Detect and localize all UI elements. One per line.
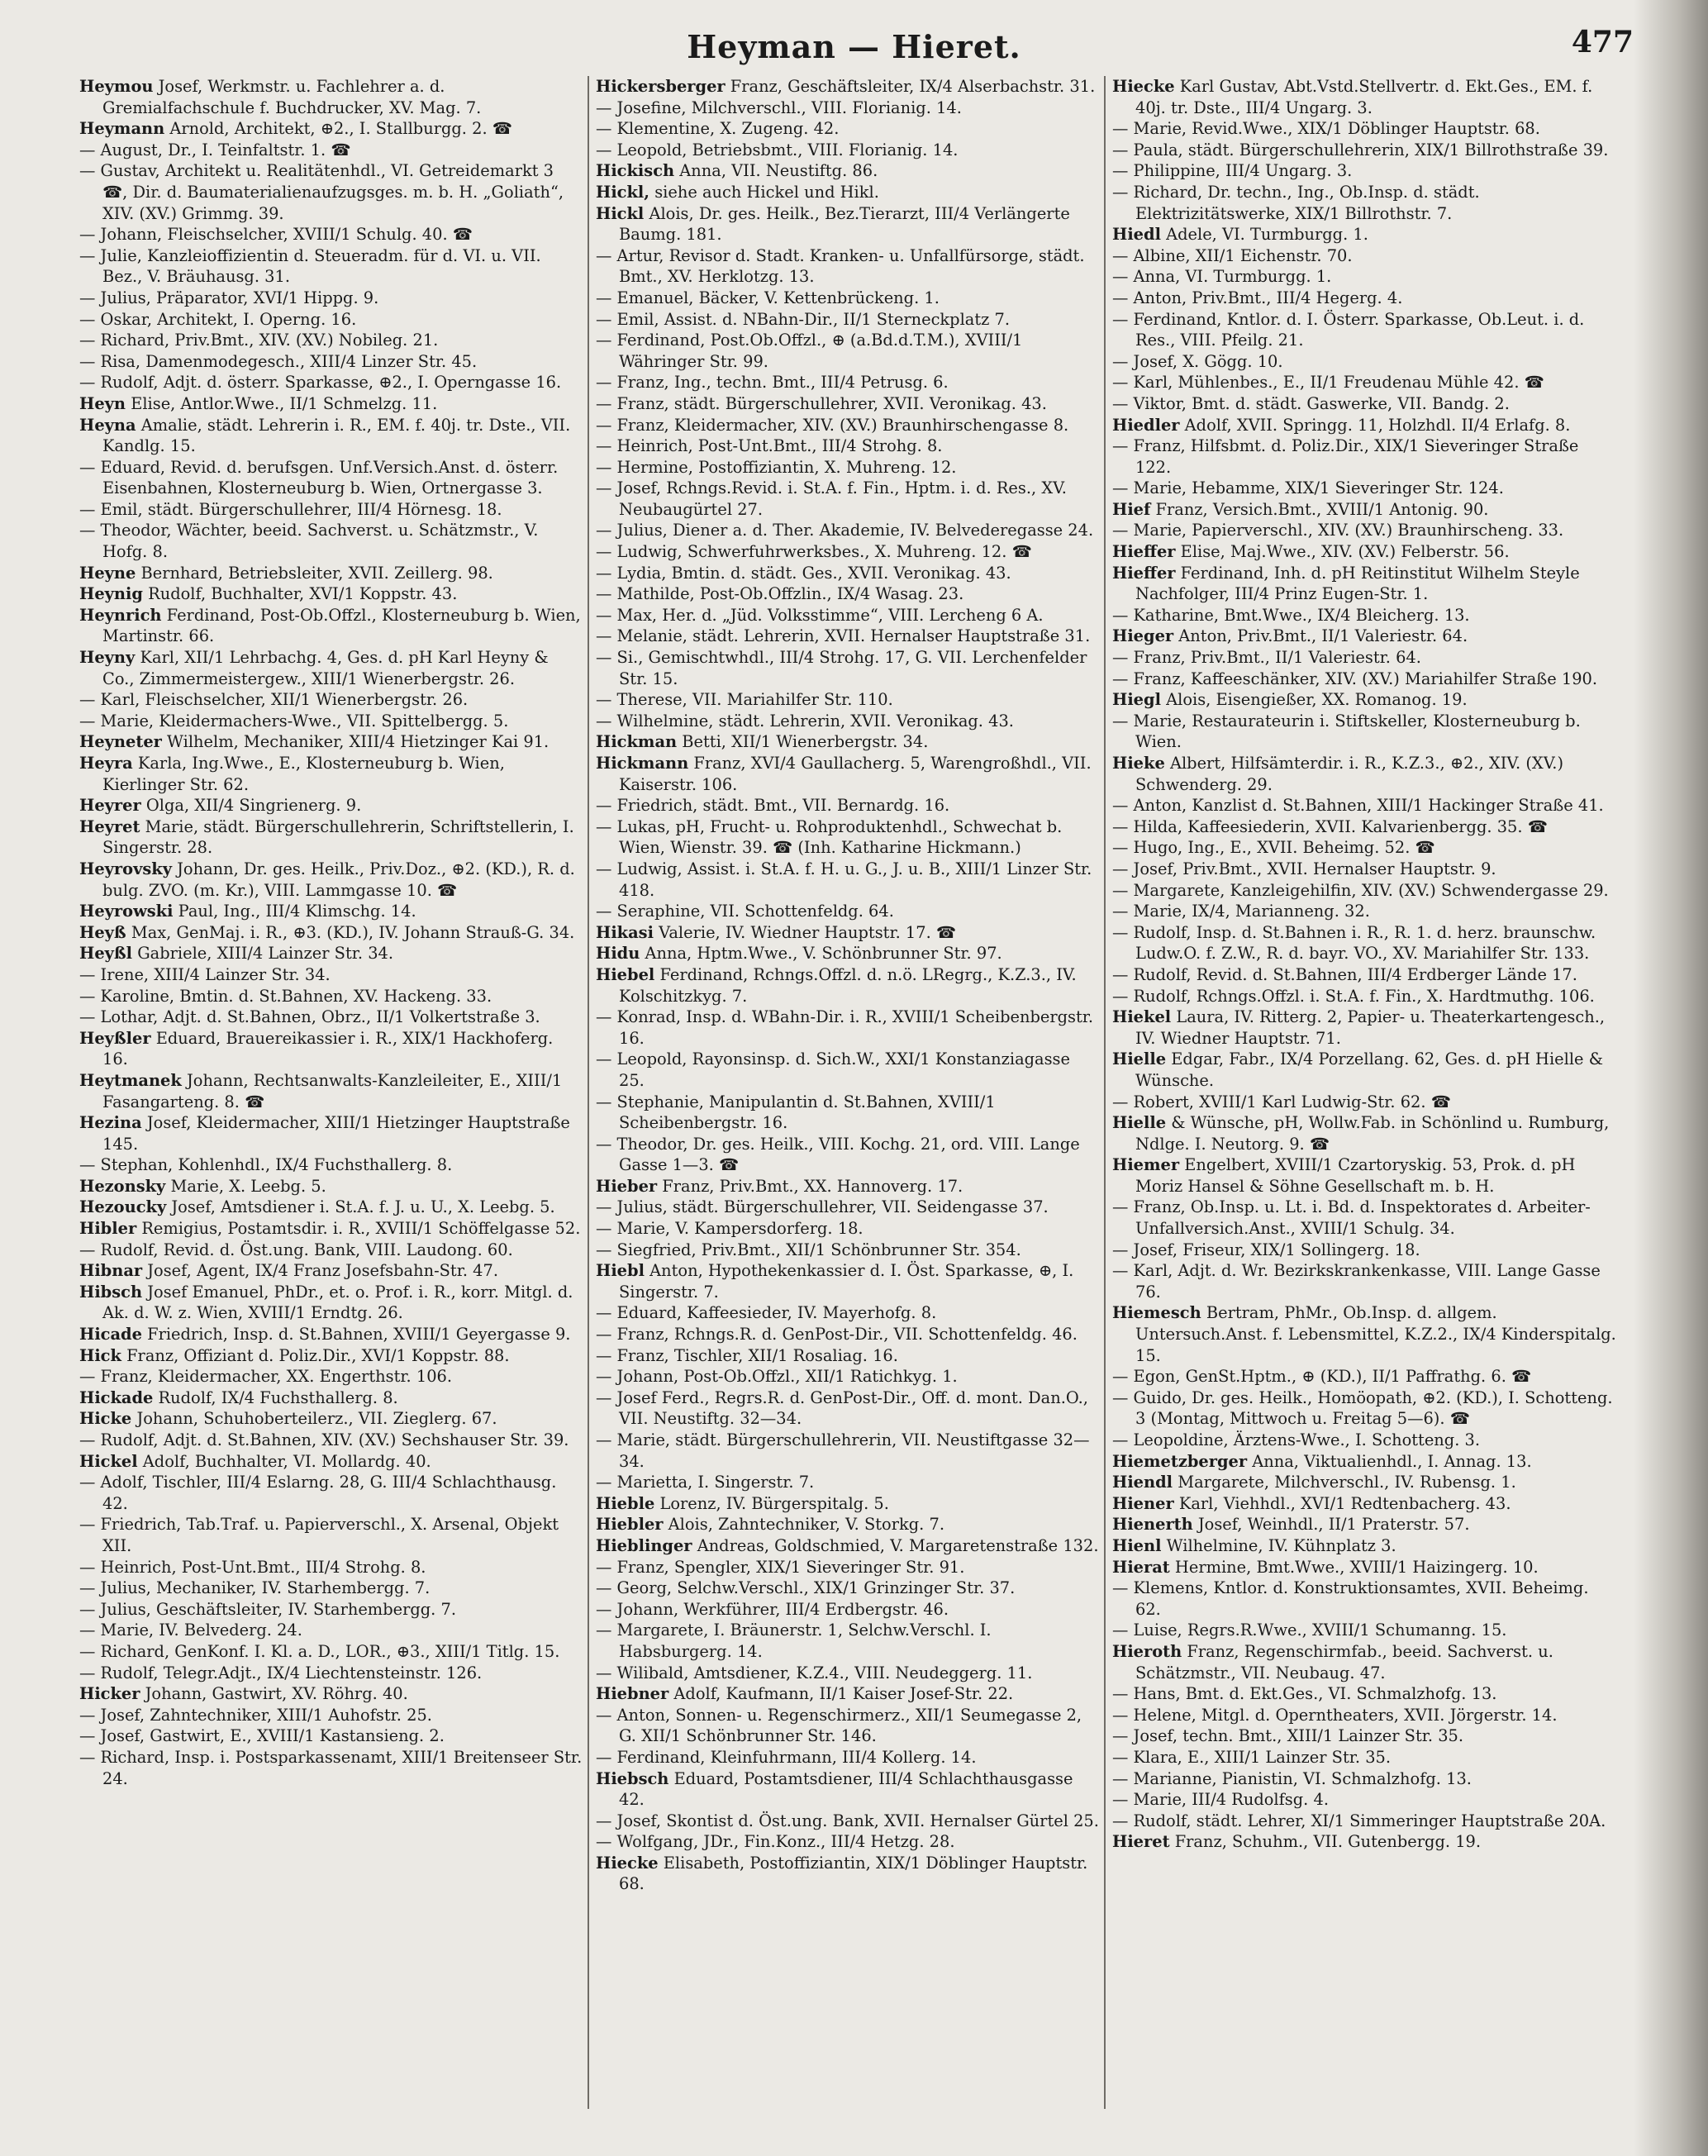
- directory-entry: — Emil, Assist. d. NBahn-Dir., II/1 Sterneckplatz 7.: [596, 309, 1011, 329]
- directory-entry: — Eduard, Revid. d. berufsgen. Unf.Versich.Anst. d. österr. Eisenbahnen, Klosterneuburg b. Wien, Ortnergasse 3.: [79, 457, 559, 498]
- directory-entry: — Franz, Rchngs.R. d. GenPost-Dir., VII. Schottenfeldg. 46.: [596, 1325, 1078, 1345]
- directory-entry: — Rudolf, Telegr.Adjt., IX/4 Liechtensteinstr. 126.: [79, 1663, 483, 1682]
- directory-entry: Hibsch Josef Emanuel, PhDr., et. o. Prof. i. R., korr. Mitgl. d. Ak. d. W. z. Wien, XVIII/1 Erndtg. 26.: [79, 1282, 573, 1323]
- directory-entry: — Josef, Rchngs.Revid. i. St.A. f. Fin., Hptm. i. d. Res., XV. Neubaugürtel 27.: [596, 478, 1067, 519]
- directory-entry: Hibnar Josef, Agent, IX/4 Franz Josefsbahn-Str. 47.: [79, 1261, 499, 1281]
- directory-entry: Hicker Johann, Gastwirt, XV. Röhrg. 40.: [79, 1684, 408, 1704]
- directory-entry: Heynig Rudolf, Buchhalter, XVI/1 Koppstr. 43.: [79, 584, 458, 604]
- directory-entry: — Franz, Ing., techn. Bmt., III/4 Petrusg. 6.: [596, 373, 949, 393]
- directory-entry: Hickisch Anna, VII. Neustiftg. 86.: [596, 161, 878, 181]
- directory-entry: Hieble Lorenz, IV. Bürgerspitalg. 5.: [596, 1493, 889, 1513]
- directory-entry: — Karl, Mühlenbes., E., II/1 Freudenau Mühle 42. ☎: [1112, 373, 1544, 393]
- directory-entry: — Karl, Fleischselcher, XII/1 Wienerbergstr. 26.: [79, 690, 469, 710]
- directory-entry: Heyrer Olga, XII/4 Singrienerg. 9.: [79, 796, 362, 816]
- directory-entry: Heyrovsky Johann, Dr. ges. Heilk., Priv.Doz., ⊕2. (KD.), R. d. bulg. ZVO. (m. Kr.), VIII. Lammgasse 10. ☎: [79, 859, 575, 900]
- directory-entry: Hiebsch Eduard, Postamtsdiener, III/4 Schlachthausgasse 42.: [596, 1768, 1073, 1810]
- directory-entry: — Siegfried, Priv.Bmt., XII/1 Schönbrunner Str. 354.: [596, 1240, 1021, 1259]
- directory-entry: Hezoucky Josef, Amtsdiener i. St.A. f. J. u. U., X. Leebg. 5.: [79, 1197, 555, 1217]
- directory-entry: Heynrich Ferdinand, Post-Ob.Offzl., Klosterneuburg b. Wien, Martinstr. 66.: [79, 605, 581, 646]
- directory-entry: — Risa, Damenmodegesch., XIII/4 Linzer Str. 45.: [79, 351, 478, 371]
- directory-entry: — Klementine, X. Zugeng. 42.: [596, 119, 840, 139]
- directory-entry: — Hermine, Postoffiziantin, X. Muhreng. 12.: [596, 457, 957, 477]
- directory-entry: Hezina Josef, Kleidermacher, XIII/1 Hietzinger Hauptstraße 145.: [79, 1113, 570, 1154]
- directory-entry: — Marie, IX/4, Marianneng. 32.: [1112, 902, 1370, 921]
- running-title: Heyman — Hieret.: [687, 28, 1021, 65]
- directory-entry: — Franz, Kaffeeschänker, XIV. (XV.) Mariahilfer Straße 190.: [1112, 669, 1598, 688]
- directory-entry: — Irene, XIII/4 Lainzer Str. 34.: [79, 964, 331, 984]
- directory-entry: — Rudolf, Adjt. d. St.Bahnen, XIV. (XV.) Sechshauser Str. 39.: [79, 1430, 569, 1449]
- directory-entry: — Stephan, Kohlenhdl., IX/4 Fuchsthallerg. 8.: [79, 1155, 453, 1175]
- directory-entry: — Marie, III/4 Rudolfsg. 4.: [1112, 1790, 1330, 1810]
- directory-entry: — Therese, VII. Mariahilfer Str. 110.: [596, 690, 893, 710]
- directory-entry: Hielle Edgar, Fabr., IX/4 Porzellang. 62, Ges. d. pH Hielle & Wünsche.: [1112, 1049, 1603, 1090]
- directory-entry: — Robert, XVIII/1 Karl Ludwig-Str. 62. ☎: [1112, 1092, 1451, 1111]
- directory-entry: — Paula, städt. Bürgerschullehrerin, XIX/1 Billrothstraße 39.: [1112, 140, 1609, 159]
- directory-entry: — Klara, E., XIII/1 Lainzer Str. 35.: [1112, 1747, 1392, 1767]
- directory-entry: — Marietta, I. Singerstr. 7.: [596, 1473, 815, 1492]
- column-3: [1112, 76, 1616, 2125]
- directory-entry: Heyßler Eduard, Brauereikassier i. R., XIX/1 Hackhoferg. 16.: [79, 1028, 554, 1069]
- directory-entry: Hiemetzberger Anna, Viktualienhdl., I. Annag. 13.: [1112, 1451, 1532, 1471]
- page-number: 477: [1571, 25, 1634, 59]
- directory-entry: — Theodor, Wächter, beeid. Sachverst. u. Schätzmstr., V. Hofg. 8.: [79, 521, 539, 562]
- directory-entry: — Eduard, Kaffeesieder, IV. Mayerhofg. 8.: [596, 1303, 937, 1323]
- directory-entry: Hieke Albert, Hilfsämterdir. i. R., K.Z.3., ⊕2., XIV. (XV.) Schwenderg. 29.: [1112, 754, 1564, 794]
- directory-entry: Hikasi Valerie, IV. Wiedner Hauptstr. 17. ☎: [596, 922, 957, 942]
- directory-entry: Hicke Johann, Schuhoberteilerz., VII. Zieglerg. 67.: [79, 1409, 497, 1429]
- directory-entry: Heyneter Wilhelm, Mechaniker, XIII/4 Hietzinger Kai 91.: [79, 732, 550, 752]
- directory-entry: — Richard, Dr. techn., Ing., Ob.Insp. d. städt. Elektrizitätswerke, XIX/1 Billrothstr. 7.: [1112, 182, 1480, 223]
- directory-entry: — Rudolf, Rchngs.Offzl. i. St.A. f. Fin., X. Hardtmuthg. 106.: [1112, 986, 1595, 1006]
- directory-entry: — Katharine, Bmt.Wwe., IX/4 Bleicherg. 13.: [1112, 605, 1470, 625]
- directory-entry: — Anton, Kanzlist d. St.Bahnen, XIII/1 Hackinger Straße 41.: [1112, 796, 1604, 816]
- directory-entry: — Franz, Kleidermacher, XIV. (XV.) Braunhirschengasse 8.: [596, 415, 1069, 435]
- directory-entry: — Johann, Fleischselcher, XVIII/1 Schulg. 40. ☎: [79, 225, 473, 245]
- directory-entry: — Julius, Mechaniker, IV. Starhembergg. 7.: [79, 1578, 431, 1598]
- directory-entry: — Margarete, Kanzleigehilfin, XIV. (XV.) Schwendergasse 29.: [1112, 880, 1609, 900]
- directory-entry: — Josef, Zahntechniker, XIII/1 Auhofstr. 25.: [79, 1705, 432, 1725]
- directory-entry: Hiendl Margarete, Milchverschl., IV. Rubensg. 1.: [1112, 1473, 1516, 1492]
- directory-entry: Hickl Alois, Dr. ges. Heilk., Bez.Tierarzt, III/4 Verlängerte Baumg. 181.: [596, 203, 1070, 245]
- directory-entry: — Johann, Post-Ob.Offzl., XII/1 Ratichkyg. 1.: [596, 1367, 958, 1387]
- directory-entry: Heyra Karla, Ing.Wwe., E., Klosterneuburg b. Wien, Kierlinger Str. 62.: [79, 754, 505, 794]
- directory-entry: Heytmanek Johann, Rechtsanwalts-Kanzleileiter, E., XIII/1 Fasangarteng. 8. ☎: [79, 1070, 563, 1111]
- directory-entry: — Friedrich, Tab.Traf. u. Papierverschl., X. Arsenal, Objekt XII.: [79, 1515, 559, 1555]
- directory-entry: Heyn Elise, Antlor.Wwe., II/1 Schmelzg. 11.: [79, 393, 438, 413]
- directory-entry: — Stephanie, Manipulantin d. St.Bahnen, XVIII/1 Scheibenbergstr. 16.: [596, 1092, 996, 1133]
- directory-entry: Hieret Franz, Schuhm., VII. Gutenbergg. 19.: [1112, 1832, 1482, 1852]
- directory-entry: — Marie, Kleidermachers-Wwe., VII. Spittelbergg. 5.: [79, 711, 509, 731]
- directory-entry: Hieber Franz, Priv.Bmt., XX. Hannoverg. 17.: [596, 1176, 963, 1196]
- directory-entry: Hieblinger Andreas, Goldschmied, V. Margaretenstraße 132.: [596, 1535, 1099, 1555]
- page-edge-shadow: [1634, 0, 1708, 2156]
- directory-entry: — Josef, X. Gögg. 10.: [1112, 351, 1283, 371]
- directory-entry: — Rudolf, Adjt. d. österr. Sparkasse, ⊕2., I. Operngasse 16.: [79, 373, 562, 393]
- directory-entry: — Ferdinand, Kntlor. d. I. Österr. Sparkasse, Ob.Leut. i. d. Res., VIII. Pfeilg. 21.: [1112, 309, 1585, 350]
- directory-entry: — Anton, Sonnen- u. Regenschirmerz., XII/1 Seumegasse 2, G. XII/1 Schönbrunner Str. 146.: [596, 1705, 1082, 1746]
- directory-entry: — Wilhelmine, städt. Lehrerin, XVII. Veronikag. 43.: [596, 711, 1014, 731]
- directory-entry: Hief Franz, Versich.Bmt., XVIII/1 Antonig. 90.: [1112, 499, 1489, 519]
- directory-entry: — Margarete, I. Bräunerstr. 1, Selchw.Verschl. I. Habsburgerg. 14.: [596, 1621, 992, 1661]
- directory-entry: Hickmann Franz, XVI/4 Gaullacherg. 5, Warengroßhdl., VII. Kaiserstr. 106.: [596, 754, 1092, 794]
- directory-entry: Hiebl Anton, Hypothekenkassier d. I. Öst. Sparkasse, ⊕, I. Singerstr. 7.: [596, 1261, 1074, 1302]
- directory-entry: — Johann, Werkführer, III/4 Erdbergstr. 46.: [596, 1599, 949, 1619]
- directory-entry: Hieffer Elise, Maj.Wwe., XIV. (XV.) Felberstr. 56.: [1112, 542, 1510, 562]
- directory-entry: Hickade Rudolf, IX/4 Fuchsthallerg. 8.: [79, 1387, 398, 1407]
- directory-entry: — Egon, GenSt.Hptm., ⊕ (KD.), II/1 Paffrathg. 6. ☎: [1112, 1367, 1532, 1387]
- directory-entry: Heyne Bernhard, Betriebsleiter, XVII. Zeillerg. 98.: [79, 563, 493, 583]
- directory-entry: — Lothar, Adjt. d. St.Bahnen, Obrz., II/1 Volkertstraße 3.: [79, 1007, 540, 1027]
- directory-entry: — Philippine, III/4 Ungarg. 3.: [1112, 161, 1353, 181]
- directory-entry: — Karoline, Bmtin. d. St.Bahnen, XV. Hackeng. 33.: [79, 986, 492, 1006]
- directory-entry: Hielle & Wünsche, pH, Wollw.Fab. in Schönlind u. Rumburg, Ndlge. I. Neutorg. 9. ☎: [1112, 1113, 1610, 1154]
- column-2: [596, 76, 1100, 2125]
- directory-entry: — Ludwig, Schwerfuhrwerksbes., X. Muhreng. 12. ☎: [596, 542, 1032, 562]
- directory-entry: Heyßl Gabriele, XIII/4 Lainzer Str. 34.: [79, 944, 394, 964]
- directory-entry: — Emil, städt. Bürgerschullehrer, III/4 Hörnesg. 18.: [79, 499, 502, 519]
- directory-entry: Heyret Marie, städt. Bürgerschullehrerin, Schriftstellerin, I. Singerstr. 28.: [79, 816, 574, 858]
- directory-entry: — Seraphine, VII. Schottenfeldg. 64.: [596, 902, 894, 921]
- directory-entry: — Mathilde, Post-Ob.Offzlin., IX/4 Wasag. 23.: [596, 584, 964, 604]
- directory-entry: — Rudolf, städt. Lehrer, XI/1 Simmeringer Hauptstraße 20A.: [1112, 1811, 1606, 1830]
- directory-columns: [79, 76, 1633, 2125]
- directory-entry: — Franz, städt. Bürgerschullehrer, XVII. Veronikag. 43.: [596, 393, 1047, 413]
- directory-entry: — Josef, techn. Bmt., XIII/1 Lainzer Str. 35.: [1112, 1726, 1464, 1746]
- directory-entry: — Friedrich, städt. Bmt., VII. Bernardg. 16.: [596, 796, 950, 816]
- directory-entry: Hiecke Karl Gustav, Abt.Vstd.Stellvertr. d. Ekt.Ges., EM. f. 40j. tr. Dste., III/4 Ungarg. 3.: [1112, 77, 1593, 117]
- directory-entry: — Richard, Insp. i. Postsparkassenamt, XIII/1 Breitenseer Str. 24.: [79, 1747, 583, 1788]
- directory-entry: — Ferdinand, Kleinfuhrmann, III/4 Kollerg. 14.: [596, 1747, 977, 1767]
- directory-entry: Hiemesch Bertram, PhMr., Ob.Insp. d. allgem. Untersuch.Anst. f. Lebensmittel, K.Z.2., IX/4 Kinderspitalg. 15.: [1112, 1303, 1616, 1365]
- directory-entry: — Marie, Papierverschl., XIV. (XV.) Braunhirscheng. 33.: [1112, 521, 1564, 540]
- directory-entry: — Richard, Priv.Bmt., XIV. (XV.) Nobileg. 21.: [79, 331, 439, 350]
- directory-entry: Hickel Adolf, Buchhalter, VI. Mollardg. 40.: [79, 1451, 431, 1471]
- directory-entry: Hieger Anton, Priv.Bmt., II/1 Valeriestr. 64.: [1112, 626, 1468, 646]
- directory-entry: Hieroth Franz, Regenschirmfab., beeid. Sachverst. u. Schätzmstr., VII. Neubaug. 47.: [1112, 1641, 1553, 1682]
- directory-entry: — Franz, Tischler, XII/1 Rosaliag. 16.: [596, 1345, 898, 1365]
- directory-entry: — Hilda, Kaffeesiederin, XVII. Kalvarienbergg. 35. ☎: [1112, 816, 1548, 836]
- directory-entry: Hiecke Elisabeth, Postoffiziantin, XIX/1 Döblinger Hauptstr. 68.: [596, 1853, 1088, 1894]
- directory-entry: Hezonsky Marie, X. Leebg. 5.: [79, 1176, 326, 1196]
- directory-entry: — Heinrich, Post-Unt.Bmt., III/4 Strohg. 8.: [596, 436, 943, 456]
- directory-entry: — Josef Ferd., Regrs.R. d. GenPost-Dir., Off. d. mont. Dan.O., VII. Neustiftg. 32—34.: [596, 1387, 1088, 1429]
- directory-entry: Hiedl Adele, VI. Turmburgg. 1.: [1112, 225, 1368, 245]
- directory-entry: — Hugo, Ing., E., XVII. Beheimg. 52. ☎: [1112, 838, 1435, 858]
- directory-entry: — Konrad, Insp. d. WBahn-Dir. i. R., XVIII/1 Scheibenbergstr. 16.: [596, 1007, 1094, 1048]
- directory-entry: Hiemer Engelbert, XVIII/1 Czartoryskig. 53, Prok. d. pH Moriz Hansel & Söhne Gesellschaft m. b. H.: [1112, 1155, 1576, 1196]
- directory-entry: Hienerth Josef, Weinhdl., II/1 Praterstr. 57.: [1112, 1515, 1470, 1535]
- directory-entry: — Josefine, Milchverschl., VIII. Florianig. 14.: [596, 98, 962, 117]
- directory-entry: — Leopold, Rayonsinsp. d. Sich.W., XXI/1 Konstanziagasse 25.: [596, 1049, 1070, 1090]
- directory-entry: — Marie, IV. Belvederg. 24.: [79, 1621, 302, 1640]
- directory-entry: — Marianne, Pianistin, VI. Schmalzhofg. 13.: [1112, 1768, 1472, 1788]
- directory-entry: Hienl Wilhelmine, IV. Kühnplatz 3.: [1112, 1535, 1396, 1555]
- directory-entry: — Marie, Revid.Wwe., XIX/1 Döblinger Hauptstr. 68.: [1112, 119, 1540, 139]
- directory-entry: — Hans, Bmt. d. Ekt.Ges., VI. Schmalzhofg. 13.: [1112, 1684, 1497, 1704]
- directory-entry: — Rudolf, Revid. d. Öst.ung. Bank, VIII. Laudong. 60.: [79, 1240, 513, 1259]
- directory-entry: Hiegl Alois, Eisengießer, XX. Romanog. 19.: [1112, 690, 1468, 710]
- directory-entry: — Emanuel, Bäcker, V. Kettenbrückeng. 1.: [596, 288, 940, 307]
- directory-entry: — Julius, städt. Bürgerschullehrer, VII. Seidengasse 37.: [596, 1197, 1049, 1217]
- directory-entry: Heymann Arnold, Architekt, ⊕2., I. Stallburgg. 2. ☎: [79, 119, 512, 139]
- directory-entry: Hierat Hermine, Bmt.Wwe., XVIII/1 Haizingerg. 10.: [1112, 1557, 1539, 1577]
- directory-entry: — Richard, GenKonf. I. Kl. a. D., LOR., ⊕3., XIII/1 Titlg. 15.: [79, 1641, 560, 1661]
- directory-entry: Hickersberger Franz, Geschäftsleiter, IX/4 Alserbachstr. 31.: [596, 77, 1096, 96]
- directory-entry: Heymou Josef, Werkmstr. u. Fachlehrer a. d. Gremialfachschule f. Buchdrucker, XV. Mag. 7.: [79, 77, 482, 117]
- directory-entry: — Viktor, Bmt. d. städt. Gaswerke, VII. Bandg. 2.: [1112, 393, 1510, 413]
- directory-entry: Hibler Remigius, Postamtsdir. i. R., XVIII/1 Schöffelgasse 52.: [79, 1219, 581, 1239]
- directory-entry: — Karl, Adjt. d. Wr. Bezirkskrankenkasse, VIII. Lange Gasse 76.: [1112, 1261, 1601, 1302]
- page-header: [58, 20, 1650, 69]
- directory-entry: — Melanie, städt. Lehrerin, XVII. Hernalser Hauptstraße 31.: [596, 626, 1091, 646]
- directory-entry: Heyny Karl, XII/1 Lehrbachg. 4, Ges. d. pH Karl Heyny & Co., Zimmermeistergew., XIII/1 Wienerbergstr. 26.: [79, 648, 549, 688]
- directory-entry: Hidu Anna, Hptm.Wwe., V. Schönbrunner Str. 97.: [596, 944, 1002, 964]
- directory-entry: — Albine, XII/1 Eichenstr. 70.: [1112, 245, 1353, 265]
- directory-entry: — Klemens, Kntlor. d. Konstruktionsamtes, XVII. Beheimg. 62.: [1112, 1578, 1589, 1619]
- directory-entry: — Anna, VI. Turmburgg. 1.: [1112, 267, 1332, 287]
- directory-entry: — Franz, Hilfsbmt. d. Poliz.Dir., XIX/1 Sieveringer Straße 122.: [1112, 436, 1579, 477]
- directory-entry: Hiekel Laura, IV. Ritterg. 2, Papier- u. Theaterkartengesch., IV. Wiedner Hauptstr. 71.: [1112, 1007, 1606, 1048]
- directory-entry: — Wilibald, Amtsdiener, K.Z.4., VIII. Neudeggerg. 11.: [596, 1663, 1033, 1682]
- directory-entry: — Julius, Diener a. d. Ther. Akademie, IV. Belvederegasse 24.: [596, 521, 1094, 540]
- directory-entry: — August, Dr., I. Teinfaltstr. 1. ☎: [79, 140, 351, 159]
- directory-entry: Hickl, siehe auch Hickel und Hikl.: [596, 182, 879, 202]
- directory-entry: — Artur, Revisor d. Stadt. Kranken- u. Unfallfürsorge, städt. Bmt., XV. Herklotzg. 13.: [596, 245, 1085, 287]
- directory-entry: — Marie, Restaurateurin i. Stiftskeller, Klosterneuburg b. Wien.: [1112, 711, 1581, 752]
- directory-entry: — Marie, städt. Bürgerschullehrerin, VII. Neustiftgasse 32—34.: [596, 1430, 1090, 1471]
- directory-entry: — Adolf, Tischler, III/4 Eslarng. 28, G. III/4 Schlachthausg. 42.: [79, 1473, 557, 1513]
- directory-entry: — Franz, Spengler, XIX/1 Sieveringer Str. 91.: [596, 1557, 965, 1577]
- directory-entry: — Josef, Friseur, XIX/1 Sollingerg. 18.: [1112, 1240, 1420, 1259]
- directory-entry: — Rudolf, Revid. d. St.Bahnen, III/4 Erdberger Lände 17.: [1112, 964, 1577, 984]
- directory-entry: — Lukas, pH, Frucht- u. Rohproduktenhdl., Schwechat b. Wien, Wienstr. 39. ☎ (Inh. Katharine Hickmann.): [596, 816, 1063, 858]
- directory-entry: Hiebner Adolf, Kaufmann, II/1 Kaiser Josef-Str. 22.: [596, 1684, 1014, 1704]
- column-divider: [1104, 76, 1106, 2109]
- directory-entry: Heyna Amalie, städt. Lehrerin i. R., EM. f. 40j. tr. Dste., VII. Kandlg. 15.: [79, 415, 571, 456]
- directory-entry: — Lydia, Bmtin. d. städt. Ges., XVII. Veronikag. 43.: [596, 563, 1011, 583]
- directory-entry: — Ludwig, Assist. i. St.A. f. H. u. G., J. u. B., XIII/1 Linzer Str. 418.: [596, 859, 1092, 900]
- directory-entry: — Josef, Skontist d. Öst.ung. Bank, XVII. Hernalser Gürtel 25.: [596, 1811, 1099, 1830]
- column-1: [79, 76, 583, 2125]
- directory-entry: — Si., Gemischtwhdl., III/4 Strohg. 17, G. VII. Lerchenfelder Str. 15.: [596, 648, 1087, 688]
- directory-entry: — Guido, Dr. ges. Heilk., Homöopath, ⊕2. (KD.), I. Schotteng. 3 (Montag, Mittwoch u. Freitag 5—6). ☎: [1112, 1387, 1613, 1429]
- directory-entry: — Gustav, Architekt u. Realitätenhdl., VI. Getreidemarkt 3 ☎, Dir. d. Baumaterialienaufzugsges. m. b. H. „Goliath“, XIV. (XV.) Grimmg. 39.: [79, 161, 564, 223]
- directory-entry: Hiebler Alois, Zahntechniker, V. Storkg. 7.: [596, 1515, 944, 1535]
- directory-entry: — Marie, V. Kampersdorferg. 18.: [596, 1219, 864, 1239]
- directory-entry: — Leopold, Betriebsbmt., VIII. Florianig. 14.: [596, 140, 959, 159]
- directory-entry: — Ferdinand, Post.Ob.Offzl., ⊕ (a.Bd.d.T.M.), XVIII/1 Währinger Str. 99.: [596, 331, 1023, 371]
- directory-entry: — Julius, Präparator, XVI/1 Hippg. 9.: [79, 288, 379, 307]
- directory-entry: Hieffer Ferdinand, Inh. d. pH Reitinstitut Wilhelm Steyle Nachfolger, III/4 Prinz Eugen-Str. 1.: [1112, 563, 1580, 604]
- directory-entry: — Franz, Kleidermacher, XX. Engerthstr. 106.: [79, 1367, 453, 1387]
- directory-entry: — Wolfgang, JDr., Fin.Konz., III/4 Hetzg. 28.: [596, 1832, 955, 1852]
- directory-entry: Hick Franz, Offiziant d. Poliz.Dir., XVI/1 Koppstr. 88.: [79, 1345, 510, 1365]
- directory-entry: — Julius, Geschäftsleiter, IV. Starhembergg. 7.: [79, 1599, 457, 1619]
- directory-entry: Hicade Friedrich, Insp. d. St.Bahnen, XVIII/1 Geyergasse 9.: [79, 1325, 571, 1345]
- directory-entry: Hiebel Ferdinand, Rchngs.Offzl. d. n.ö. LRegrg., K.Z.3., IV. Kolschitzkyg. 7.: [596, 964, 1077, 1006]
- directory-entry: — Rudolf, Insp. d. St.Bahnen i. R., R. 1. d. herz. braunschw. Ludw.O. f. Z.W., R. d. bayr. VO., XV. Mariahilfer Str. 133.: [1112, 922, 1596, 964]
- directory-entry: — Josef, Gastwirt, E., XVIII/1 Kastansieng. 2.: [79, 1726, 445, 1746]
- directory-entry: — Julie, Kanzleioffizientin d. Steueradm. für d. VI. u. VII. Bez., V. Bräuhausg. 31.: [79, 245, 541, 287]
- directory-entry: — Anton, Priv.Bmt., III/4 Hegerg. 4.: [1112, 288, 1403, 307]
- directory-entry: — Oskar, Architekt, I. Operng. 16.: [79, 309, 357, 329]
- directory-entry: — Helene, Mitgl. d. Operntheaters, XVII. Jörgerstr. 14.: [1112, 1705, 1558, 1725]
- directory-entry: — Max, Her. d. „Jüd. Volksstimme“, VIII. Lercheng 6 A.: [596, 605, 1044, 625]
- directory-entry: — Franz, Ob.Insp. u. Lt. i. Bd. d. Inspektorates d. Arbeiter-Unfallversich.Anst., XVIII/1 Schulg. 34.: [1112, 1197, 1591, 1239]
- directory-entry: — Josef, Priv.Bmt., XVII. Hernalser Hauptstr. 9.: [1112, 859, 1496, 878]
- directory-entry: — Marie, Hebamme, XIX/1 Sieveringer Str. 124.: [1112, 478, 1504, 498]
- directory-entry: Hiedler Adolf, XVII. Springg. 11, Holzhdl. II/4 Erlafg. 8.: [1112, 415, 1571, 435]
- directory-entry: — Franz, Priv.Bmt., II/1 Valeriestr. 64.: [1112, 648, 1421, 668]
- directory-entry: — Georg, Selchw.Verschl., XIX/1 Grinzinger Str. 37.: [596, 1578, 1016, 1598]
- column-divider: [588, 76, 589, 2109]
- directory-entry: — Heinrich, Post-Unt.Bmt., III/4 Strohg. 8.: [79, 1557, 426, 1577]
- directory-entry: — Theodor, Dr. ges. Heilk., VIII. Kochg. 21, ord. VIII. Lange Gasse 1—3. ☎: [596, 1134, 1080, 1175]
- directory-entry: Heyrowski Paul, Ing., III/4 Klimschg. 14.: [79, 902, 416, 921]
- directory-entry: Hiener Karl, Viehhdl., XVI/1 Redtenbacherg. 43.: [1112, 1493, 1511, 1513]
- directory-entry: Heyß Max, GenMaj. i. R., ⊕3. (KD.), IV. Johann Strauß-G. 34.: [79, 922, 575, 942]
- directory-entry: Hickman Betti, XII/1 Wienerbergstr. 34.: [596, 732, 929, 752]
- directory-entry: — Luise, Regrs.R.Wwe., XVIII/1 Schumanng. 15.: [1112, 1621, 1507, 1640]
- directory-entry: — Leopoldine, Ärztens-Wwe., I. Schotteng. 3.: [1112, 1430, 1481, 1449]
